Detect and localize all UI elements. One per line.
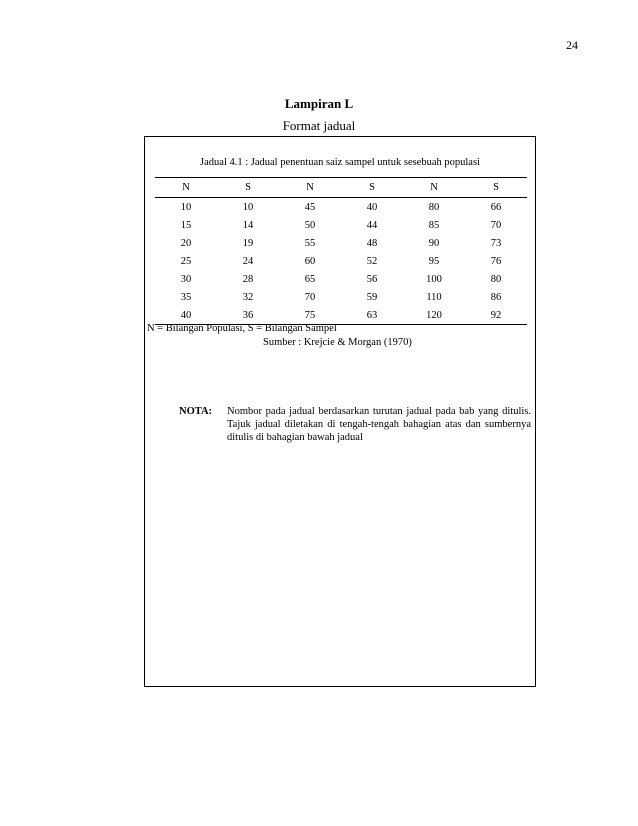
table-cell: 92 — [490, 309, 502, 321]
table-row — [155, 252, 527, 270]
table-cell: 73 — [490, 237, 502, 249]
table-cell: 70 — [304, 291, 316, 303]
table-cell: 59 — [366, 291, 378, 303]
page-title: Lampiran L — [284, 96, 354, 111]
table-cell: 86 — [490, 291, 502, 303]
table-legend: N = Bilangan Populasi, S = Bilangan Sampel — [147, 323, 337, 334]
table-cell: 100 — [426, 273, 442, 285]
table-cell: 60 — [304, 255, 316, 267]
header-cell: S — [493, 182, 499, 193]
header-cell: N — [182, 182, 190, 193]
table-cell: 30 — [180, 273, 192, 285]
table-cell: 63 — [366, 309, 378, 321]
table-cell: 15 — [180, 219, 192, 231]
table-cell: 44 — [366, 219, 378, 231]
table-cell: 65 — [304, 273, 316, 285]
table-cell: 20 — [180, 237, 192, 249]
table-cell: 10 — [180, 201, 192, 213]
table-cell: 75 — [304, 309, 316, 321]
table-cell: 70 — [490, 219, 502, 231]
sample-size-table — [155, 177, 527, 325]
page-subtitle: Format jadual — [282, 118, 356, 133]
table-caption: Jadual 4.1 : Jadual penentuan saiz sampel untuk sesebuah populasi — [200, 157, 480, 168]
header-cell: N — [430, 182, 438, 193]
table-cell: 55 — [304, 237, 316, 249]
table-cell: 56 — [366, 273, 378, 285]
table-row — [155, 306, 527, 324]
table-cell: 50 — [304, 219, 316, 231]
table-cell: 120 — [426, 309, 442, 321]
table-cell: 95 — [428, 255, 440, 267]
table-cell: 10 — [242, 201, 254, 213]
table-cell: 19 — [242, 237, 254, 249]
page-number: 24 — [566, 38, 578, 52]
table-cell: 45 — [304, 201, 316, 213]
note-label: NOTA: — [179, 406, 213, 417]
table-cell: 36 — [242, 309, 254, 321]
table-row — [155, 216, 527, 234]
table-cell: 25 — [180, 255, 192, 267]
table-cell: 90 — [428, 237, 440, 249]
table-cell: 14 — [242, 219, 254, 231]
note-text: Nombor pada jadual berdasarkan turutan jadual pada bab yang ditulis. Tajuk jadual diletakan di tengah-tengah bahagian atas dan sumbernya ditulis di bahagian bawah jadual — [227, 406, 531, 443]
table-cell: 32 — [242, 291, 254, 303]
table-cell: 80 — [428, 201, 440, 213]
table-cell: 76 — [490, 255, 502, 267]
note-block — [179, 405, 531, 444]
header-cell: N — [306, 182, 314, 193]
table-cell: 35 — [180, 291, 192, 303]
table-cell: 85 — [428, 219, 440, 231]
table-source: Sumber : Krejcie & Morgan (1970) — [263, 337, 412, 348]
header-cell: S — [245, 182, 251, 193]
table-cell: 80 — [490, 273, 502, 285]
table-row — [155, 288, 527, 306]
table-row — [155, 270, 527, 288]
table-row — [155, 234, 527, 252]
table-cell: 40 — [180, 309, 192, 321]
table-cell: 48 — [366, 237, 378, 249]
format-frame — [144, 136, 536, 687]
table-cell: 24 — [242, 255, 254, 267]
table-header-row — [155, 178, 527, 198]
table-cell: 52 — [366, 255, 378, 267]
table-cell: 66 — [490, 201, 502, 213]
table-cell: 110 — [426, 291, 442, 303]
table-cell: 40 — [366, 201, 378, 213]
table-cell: 28 — [242, 273, 254, 285]
table-row — [155, 198, 527, 216]
header-cell: S — [369, 182, 375, 193]
